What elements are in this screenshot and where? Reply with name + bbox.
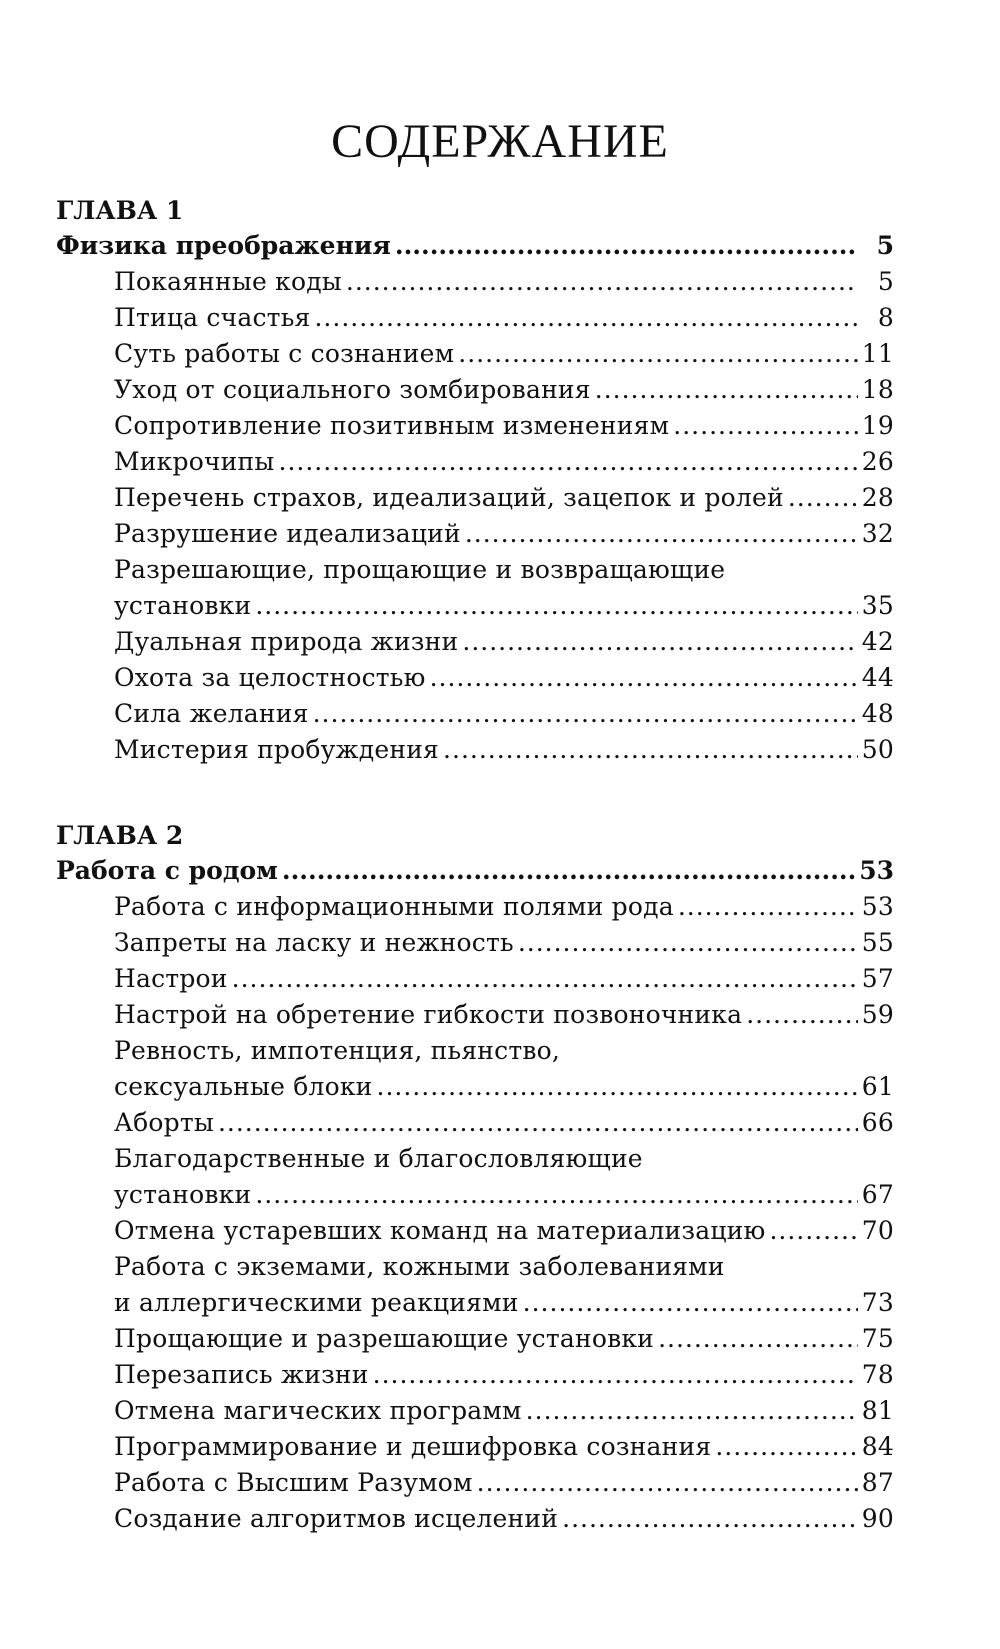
entry-title: Настрои (114, 964, 228, 993)
dot-leader (746, 997, 858, 1033)
entry-title: Охота за целостностью (114, 663, 426, 692)
dot-leader (788, 480, 858, 516)
toc-entry[interactable] (56, 300, 894, 336)
section-title: Работа с родом (56, 856, 278, 885)
dot-leader (282, 853, 857, 889)
toc-entry[interactable] (56, 1393, 894, 1429)
dot-leader (595, 372, 858, 408)
dot-leader (769, 1213, 858, 1249)
entry-title: Мистерия пробуждения (114, 735, 440, 764)
toc-entry[interactable] (56, 732, 894, 768)
dot-leader (346, 264, 858, 300)
dot-leader (313, 696, 858, 732)
dot-leader (255, 588, 858, 624)
dot-leader (526, 1393, 858, 1429)
entry-title: установки (114, 1180, 252, 1209)
page-number: 26 (861, 447, 894, 476)
toc-entry[interactable] (56, 1321, 894, 1357)
page-number: 5 (876, 231, 894, 260)
dot-leader (458, 336, 858, 372)
toc-section-row[interactable] (56, 228, 894, 264)
section-title: Физика преображения (56, 231, 391, 260)
dot-leader (678, 889, 858, 925)
entry-title: Настрой на обретение гибкости позвоночника (114, 1000, 743, 1029)
page-number: 90 (861, 1504, 894, 1533)
toc-entry[interactable] (56, 480, 894, 516)
toc-entry[interactable] (56, 408, 894, 444)
page-number: 32 (861, 519, 894, 548)
dot-leader (279, 444, 859, 480)
toc-entry[interactable] (56, 264, 894, 300)
dot-leader (373, 1357, 858, 1393)
entry-title: Работа с Высшим Разумом (114, 1468, 473, 1497)
dot-leader (658, 1321, 858, 1357)
page-number: 11 (861, 339, 894, 368)
toc-entry[interactable] (56, 925, 894, 961)
page-number: 59 (861, 1000, 894, 1029)
page-number: 73 (861, 1288, 894, 1317)
page-number: 57 (861, 964, 894, 993)
page-number: 44 (861, 663, 894, 692)
toc-entry[interactable] (56, 444, 894, 480)
entry-title: установки (114, 591, 252, 620)
entry-title: Прощающие и разрешающие установки (114, 1324, 655, 1353)
page-number: 5 (877, 267, 894, 296)
dot-leader (443, 732, 858, 768)
toc-entry[interactable] (56, 961, 894, 997)
dot-leader (462, 624, 858, 660)
dot-leader (465, 516, 858, 552)
dot-leader (673, 408, 858, 444)
entry-title-line1[interactable]: Разрешающие, прощающие и возвращающие (114, 555, 726, 584)
entry-title: Сопротивление позитивным изменениям (114, 411, 670, 440)
entry-title: Программирование и дешифровка сознания (114, 1432, 712, 1461)
entry-title: сексуальные блоки (114, 1072, 373, 1101)
page-number: 50 (861, 735, 894, 764)
dot-leader (430, 660, 858, 696)
dot-leader (518, 925, 858, 961)
page-number: 61 (861, 1072, 894, 1101)
dot-leader (715, 1429, 858, 1465)
page-number: 28 (861, 483, 894, 512)
page-number: 48 (861, 699, 894, 728)
dot-leader (562, 1501, 858, 1537)
toc-entry[interactable] (56, 889, 894, 925)
toc-entry[interactable] (56, 1285, 894, 1321)
entry-title: и аллергическими реакциями (114, 1288, 519, 1317)
entry-title: Создание алгоритмов исцелений (114, 1504, 559, 1533)
toc-entry[interactable] (56, 696, 894, 732)
dot-leader (377, 1069, 858, 1105)
entry-title: Перезапись жизни (114, 1360, 369, 1389)
entry-title: Отмена магических программ (114, 1396, 522, 1425)
page-number: 42 (861, 627, 894, 656)
entry-title: Уход от социального зомбирования (114, 375, 591, 404)
page-number: 8 (877, 303, 894, 332)
entry-title: Сила желания (114, 699, 309, 728)
page-number: 87 (861, 1468, 894, 1497)
entry-title: Перечень страхов, идеализаций, зацепок и ролей (114, 483, 784, 512)
chapter-1 (56, 193, 894, 768)
page-number: 78 (861, 1360, 894, 1389)
dot-leader (314, 300, 858, 336)
entry-title: Микрочипы (114, 447, 275, 476)
page-number: 53 (861, 892, 894, 921)
entry-title: Птица счастья (114, 303, 311, 332)
dot-leader (218, 1105, 858, 1141)
toc-entry[interactable] (56, 624, 894, 660)
page-number: 53 (859, 856, 894, 885)
dot-leader (523, 1285, 858, 1321)
entry-title: Работа с информационными полями рода (114, 892, 674, 921)
entry-title: Разрушение идеализаций (114, 519, 461, 548)
toc-entry[interactable] (56, 1429, 894, 1465)
chapter-label: ГЛАВА 2 (56, 821, 184, 850)
chapter-label: ГЛАВА 1 (56, 196, 184, 225)
entry-title: Дуальная природа жизни (114, 627, 459, 656)
toc-entry[interactable] (56, 516, 894, 552)
toc-entry[interactable] (56, 997, 894, 1033)
page-number: 75 (861, 1324, 894, 1353)
page-number: 81 (861, 1396, 894, 1425)
entry-title-line1[interactable]: Благодарственные и благословляющие (114, 1144, 643, 1173)
entry-title: Покаянные коды (114, 267, 342, 296)
toc-entry[interactable] (56, 336, 894, 372)
dot-leader (255, 1177, 858, 1213)
page-number: 70 (861, 1216, 894, 1245)
entry-title: Аборты (114, 1108, 214, 1137)
toc-entry[interactable] (56, 1501, 894, 1537)
dot-leader (232, 961, 858, 997)
chapter-2 (56, 818, 894, 1537)
entry-title: Суть работы с сознанием (114, 339, 455, 368)
toc-entry[interactable] (56, 1105, 894, 1141)
toc-entry[interactable] (56, 660, 894, 696)
toc-entry[interactable] (56, 1177, 894, 1213)
toc-entry[interactable] (56, 1465, 894, 1501)
toc-entry[interactable] (56, 1213, 894, 1249)
toc-entry[interactable] (56, 588, 894, 624)
dot-leader (477, 1465, 858, 1501)
toc-section-row[interactable] (56, 853, 894, 889)
page-title: СОДЕРЖАНИЕ (331, 115, 669, 168)
dot-leader (395, 228, 858, 264)
page-number: 67 (861, 1180, 894, 1209)
toc-entry[interactable] (56, 1069, 894, 1105)
entry-title-line1[interactable]: Ревность, импотенция, пьянство, (114, 1036, 561, 1065)
entry-title: Запреты на ласку и нежность (114, 928, 514, 957)
entry-title: Отмена устаревших команд на материализацию (114, 1216, 766, 1245)
page-number: 18 (861, 375, 894, 404)
page-number: 66 (861, 1108, 894, 1137)
page-number: 19 (861, 411, 894, 440)
page-number: 55 (861, 928, 894, 957)
page-number: 84 (861, 1432, 894, 1461)
toc-entry[interactable] (56, 1357, 894, 1393)
toc-entry[interactable] (56, 372, 894, 408)
page-number: 35 (861, 591, 894, 620)
entry-title-line1[interactable]: Работа с экземами, кожными заболеваниями (114, 1252, 725, 1281)
